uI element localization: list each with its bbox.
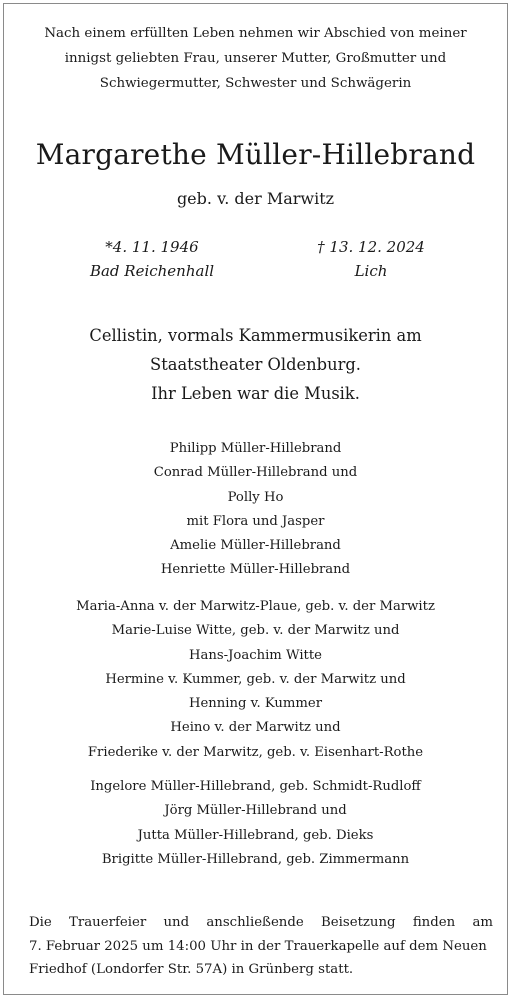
role-line: Cellistin, vormals Kammermusikerin am [89, 326, 422, 345]
word: Trauerfeier [69, 915, 147, 930]
deceased-name: Margarethe Müller-Hillebrand [35, 138, 476, 171]
maiden-name: geb. v. der Marwitz [176, 189, 335, 208]
mourner-line: Hermine v. Kummer, geb. v. der Marwitz und [105, 671, 406, 687]
mourner-line: Henriette Müller-Hillebrand [160, 562, 351, 578]
text: 7. Februar 2025 um 14:00 Uhr in der Trauerkapelle auf dem Neuen [29, 938, 487, 954]
life-description [4, 321, 507, 408]
mourner-line: Brigitte Müller-Hillebrand, geb. Zimmermann [101, 851, 410, 867]
mourner-line: Jörg Müller-Hillebrand und [164, 803, 347, 819]
mourner-line: Maria-Anna v. der Marwitz-Plaue, geb. v. der Marwitz [76, 599, 435, 614]
mourner-line: Henning v. Kummer [188, 696, 323, 712]
mourner-line: Philipp Müller-Hillebrand [169, 441, 342, 456]
mourner-line: Ingelore Müller-Hillebrand, geb. Schmidt-Rudloff [90, 779, 421, 794]
mourner-line: Polly Ho [227, 489, 284, 505]
death-place: Lich [354, 262, 388, 280]
intro-line: innigst geliebten Frau, unserer Mutter, Großmutter und [64, 51, 447, 66]
funeral-notice [29, 911, 493, 982]
mourner-line: Conrad Müller-Hillebrand und [153, 465, 358, 481]
obituary-card [3, 3, 508, 995]
funeral-notice-line: Friedhof (Londorfer Str. 57A) in Grünberg statt. [29, 962, 354, 977]
word: Die [29, 915, 52, 930]
role-line: Staatstheater Oldenburg. [150, 355, 361, 374]
mourner-line: Friederike v. der Marwitz, geb. v. Eisenhart-Rothe [87, 744, 424, 760]
word: anschließende [206, 915, 304, 930]
intro-line: Nach einem erfüllten Leben nehmen wir Abschied von meiner [44, 26, 467, 41]
intro-line: Schwiegermutter, Schwester und Schwägerin [99, 76, 412, 91]
death-date: † 13. 12. 2024 [317, 238, 425, 256]
birth-place: Bad Reichenhall [89, 262, 215, 280]
mourners-group-siblings [4, 595, 507, 765]
word: finden [412, 915, 456, 930]
birth-date: *4. 11. 1946 [105, 238, 199, 256]
mourners-group-in-laws [4, 775, 507, 872]
role-line: Ihr Leben war die Musik. [151, 384, 360, 403]
mourner-line: Marie-Luise Witte, geb. v. der Marwitz und [111, 623, 400, 639]
mourner-line: Hans-Joachim Witte [189, 647, 322, 663]
mourner-line: Heino v. der Marwitz und [170, 720, 341, 736]
mourner-line: mit Flora und Jasper [186, 513, 325, 529]
mourner-line: Jutta Müller-Hillebrand, geb. Dieks [137, 827, 374, 843]
word: und [163, 915, 190, 930]
funeral-notice-line [29, 911, 493, 935]
word: Beisetzung [321, 915, 396, 930]
word: am [472, 915, 493, 930]
death-info [286, 235, 456, 283]
intro-text [4, 21, 507, 96]
birth-info [67, 235, 237, 283]
funeral-notice-line [29, 935, 493, 959]
mourners-group-children [4, 437, 507, 583]
mourner-line: Amelie Müller-Hillebrand [170, 538, 341, 554]
